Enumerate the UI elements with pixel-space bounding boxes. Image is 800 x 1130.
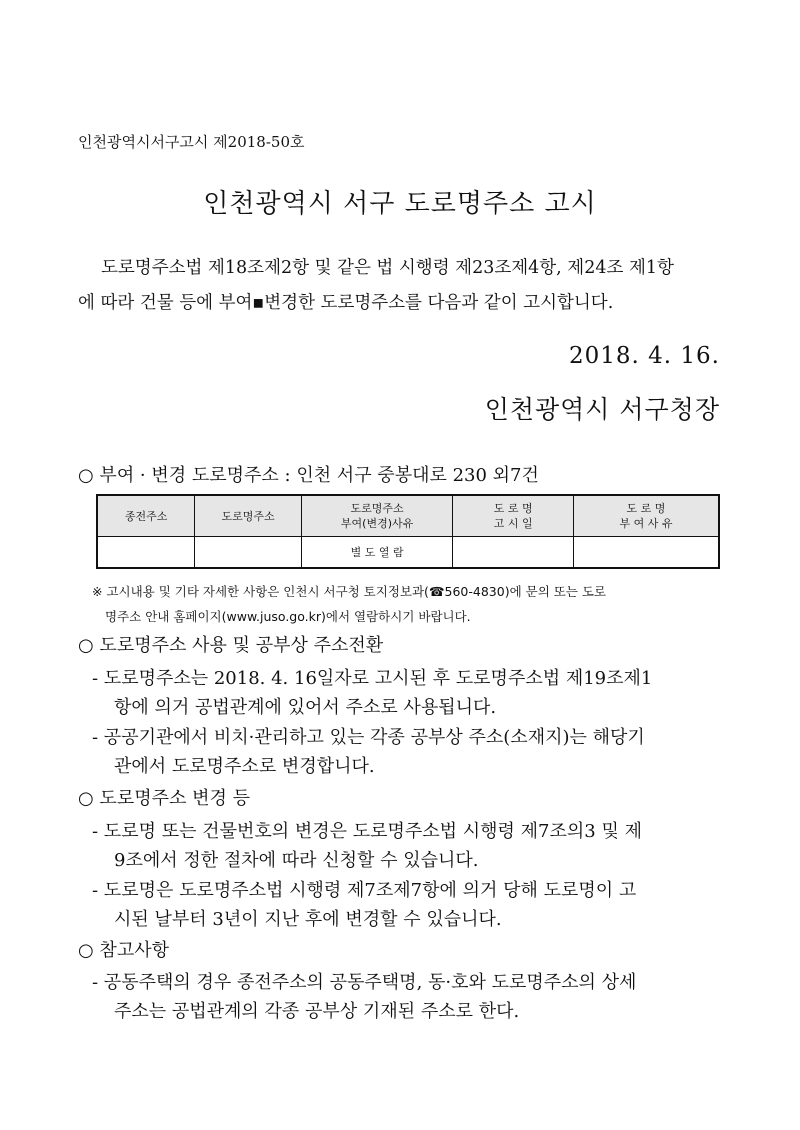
- address-grant-table: [96, 494, 720, 569]
- notice-number: 인천광역시서구고시 제2018-50호: [78, 133, 305, 151]
- col-header-road-address: 도로명주소: [195, 495, 302, 537]
- section-1-heading: ○ 부여 · 변경 도로명주소 : 인천 서구 중봉대로 230 외7건: [78, 465, 539, 486]
- section-4-heading: ○ 참고사항: [78, 940, 169, 961]
- notice-date: 2018. 4. 16.: [569, 343, 720, 369]
- section-3-heading: ○ 도로명주소 변경 등: [78, 788, 250, 809]
- list-item: - 공공기관에서 비치·관리하고 있는 각종 공부상 주소(소재지)는 해당기: [92, 727, 645, 748]
- col-header-grant-reason: 도로명주소 부여(변경)사유: [301, 495, 453, 537]
- note-line-1: ※ 고시내용 및 기타 자세한 사항은 인천시 서구청 토지정보과(☎560-4830)에 문의 또는 도로: [92, 584, 607, 599]
- list-item-continuation: 9조에서 정한 절차에 따라 신청할 수 있습니다.: [114, 850, 479, 871]
- table-cell: [453, 537, 574, 569]
- table-header-row: [97, 495, 719, 537]
- table-cell: [195, 537, 302, 569]
- intro-line-1: 도로명주소법 제18조제2항 및 같은 법 시행령 제23조제4항, 제24조 제1항: [101, 258, 674, 278]
- list-item-continuation: 시된 날부터 3년이 지난 후에 변경할 수 있습니다.: [114, 909, 502, 930]
- list-item-continuation: 주소는 공법관계의 각종 공부상 기재된 주소로 한다.: [114, 1001, 520, 1022]
- table-cell: [573, 537, 719, 569]
- note-line-2: 명주소 안내 홈페이지(www.juso.go.kr)에서 열람하시기 바랍니다.: [105, 609, 471, 624]
- list-item-continuation: 관에서 도로명주소로 변경합니다.: [114, 756, 375, 777]
- table-cell: 별 도 열 람: [301, 537, 453, 569]
- list-item: - 공동주택의 경우 종전주소의 공동주택명, 동·호와 도로명주소의 상세: [92, 972, 637, 993]
- section-2-heading: ○ 도로명주소 사용 및 공부상 주소전환: [78, 635, 384, 656]
- list-item: - 도로명 또는 건물번호의 변경은 도로명주소법 시행령 제7조의3 및 제: [92, 821, 642, 842]
- intro-line-2: 에 따라 건물 등에 부여▪변경한 도로명주소를 다음과 같이 고시합니다.: [78, 293, 614, 313]
- col-header-previous-address: 종전주소: [97, 495, 195, 537]
- page-title: 인천광역시 서구 도로명주소 고시: [203, 189, 597, 219]
- table-row: [97, 537, 719, 569]
- issuer-name: 인천광역시 서구청장: [484, 395, 720, 424]
- table-cell: [97, 537, 195, 569]
- list-item-continuation: 항에 의거 공법관계에 있어서 주소로 사용됩니다.: [114, 697, 497, 718]
- col-header-road-notice-date: 도 로 명 고 시 일: [453, 495, 574, 537]
- list-item: - 도로명주소는 2018. 4. 16일자로 고시된 후 도로명주소법 제19조제1: [92, 668, 653, 689]
- col-header-road-name-reason: 도 로 명 부 여 사 유: [573, 495, 719, 537]
- list-item: - 도로명은 도로명주소법 시행령 제7조제7항에 의거 당해 도로명이 고: [92, 880, 637, 901]
